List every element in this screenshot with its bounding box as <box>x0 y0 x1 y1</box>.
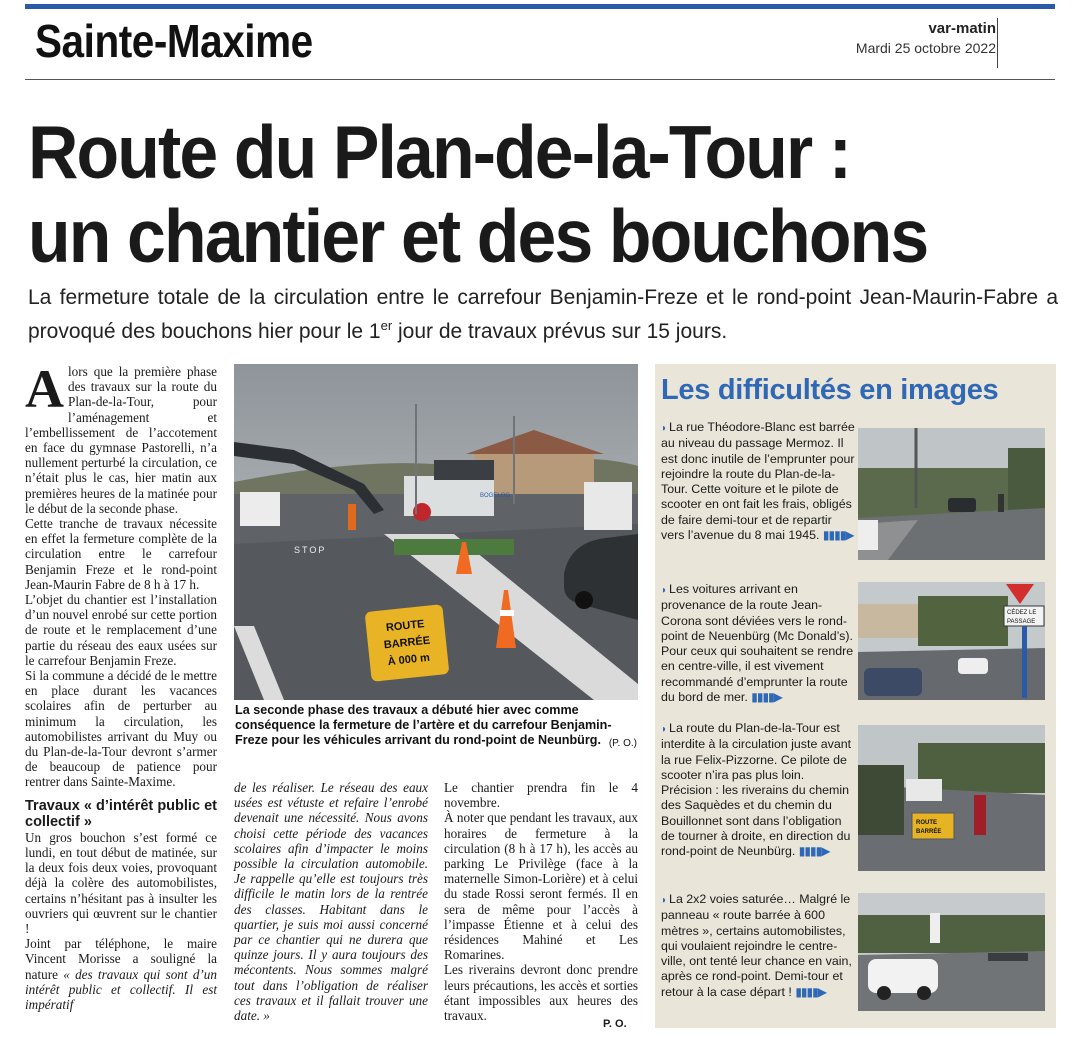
headline-line-2: un chantier et des bouchons <box>28 194 928 278</box>
photo-credit: (P. O.) <box>608 738 637 749</box>
construction-site-image <box>234 364 638 700</box>
author-signature: P. O. <box>603 1018 627 1030</box>
scooter-photo-image <box>858 725 1045 871</box>
deviation-photo-image <box>858 582 1045 700</box>
paragraph: L’objet du chantier est l’installation d’un nouvel enrobé sur cette portion de route et le remplacement d’une partie du réseau des eaux usées sur le carrefour Benjamin Freze. <box>25 592 217 668</box>
paragraph <box>25 936 217 1012</box>
route-sign-line-1: ROUTE <box>916 820 937 826</box>
paragraph-text: lors que la première phase des travaux sur la route du Plan-de-la-Tour, pour l’aménagement et l’embellissement de l’accotement en face du gymnase Pastorelli, n’a nullement perturbé la circulation, ce n’était plus le cas, hier matin aux premières heures de la matinée pour le début de la seconde phase. <box>25 364 217 516</box>
article-column-2 <box>234 780 428 1023</box>
bullet-icon: ◗ <box>661 724 668 735</box>
drop-cap: A <box>25 359 64 419</box>
standfirst-superscript: er <box>380 318 393 333</box>
road-sign-line-3: À 000 m <box>387 651 431 669</box>
paragraph: Si la commune a décidé de le mettre en place durant les vacances scolaires afin de perturber au minimum la circulation, les automobilistes arrivant du Muy ou du Plan-de-la-Tour devront s’armer de beaucoup de patience pour rentrer dans Sainte-Maxime. <box>25 668 217 790</box>
paragraph: Le chantier prendra fin le 4 novembre. <box>444 780 638 811</box>
traffic-photo-image <box>858 893 1045 1011</box>
main-photo <box>234 364 638 700</box>
quote-text: « des travaux qui sont d’un intérêt public et collectif. Il est impératif <box>25 966 217 1012</box>
route-sign-line-2: BARRÉE <box>916 829 942 835</box>
sidebar-title: Les difficultés en images <box>661 374 999 406</box>
quote-paragraph: de les réaliser. Le réseau des eaux usées est vétuste et refaire l’enrobé devenait une nécessité. Nous avons choisi cette période des vacances scolaires afin d’impacter le moins possible la circulation automobile. Je rappelle qu’elle est toujours très difficile le matin lors de la rentrée des classes. Habitant dans le quartier, je suis moi aussi concerné par ce chantier qui ne durera que quinze jours. Il y aura toujours des mécontents. Nous sommes malgré tout dans l’obligation de réaliser ces travaux et il fallait trouver une date. » <box>234 780 428 1024</box>
paragraph-text: Joint par téléphone, le maire Vincent Morisse a souligné la nature <box>25 936 217 982</box>
bullet-icon: ◗ <box>661 895 668 906</box>
publication-date: Mardi 25 octobre 2022 <box>855 40 996 56</box>
truck-label: BOGELOG <box>480 493 511 499</box>
standfirst-text-end: jour de travaux prévus sur 15 jours. <box>392 320 728 343</box>
arrow-icon: ▮▮▮▮▶ <box>751 690 782 705</box>
street-photo-image <box>858 428 1045 560</box>
arrow-icon: ▮▮▮▮▶ <box>798 844 830 859</box>
sidebar-item-text: La rue Théodore-Blanc est barrée au niveau du passage Mermoz. Il est donc inutile de l’emprunter pour rejoindre la route du Plan-de-la-Tour. Cette voiture et le pilote de scooter en ont fait les frais, obligés de faire demi-tour et de repartir vers l’avenue du 8 mai 1945. <box>661 420 855 543</box>
sidebar-item <box>661 892 857 1000</box>
bullet-icon: ◗ <box>661 585 668 596</box>
article-column-1 <box>25 359 217 1012</box>
header-rule <box>25 79 1055 80</box>
paragraph: À noter que pendant les travaux, aux horaires de fermeture à la circulation (8 h à 17 h), les accès au parking Le Privilège (face à la maternelle Simon-Lorière) et à celui du stade Rossi seront fermés. Il en sera de même pour l’accès à l’impasse Étienne et à celui des résidences Mahiné et Les Romarines. <box>444 810 638 963</box>
paragraph <box>25 359 217 516</box>
arrow-icon: ▮▮▮▮▶ <box>795 984 826 999</box>
sidebar-photo-4 <box>858 893 1045 1011</box>
article-column-3 <box>444 780 638 1023</box>
yield-sign-line-2: PASSAGE <box>1007 619 1036 625</box>
standfirst-text: La fermeture totale de la circulation entre le carrefour Benjamin-Freze et le rond-point Jean-Maurin-Fabre a provoqué des bouchons hier pour le 1 <box>28 286 1058 343</box>
article-headline <box>28 110 1058 278</box>
caption-text: La seconde phase des travaux a débuté hier avec comme conséquence la fermeture de l’artère et du carrefour Benjamin-Freze pour les véhicules arrivant du rond-point de Neunbürg. <box>235 703 612 747</box>
headline-line-1: Route du Plan-de-la-Tour : <box>28 110 851 194</box>
header-divider <box>997 18 998 68</box>
section-title: Sainte-Maxime <box>35 15 313 67</box>
paragraph: Les riverains devront donc prendre leurs précautions, les accès et sorties étant impossibles aux heures des travaux. <box>444 962 638 1024</box>
sidebar-item <box>661 420 857 543</box>
article-standfirst <box>28 284 1058 346</box>
road-sign-line-1: ROUTE <box>385 618 425 635</box>
sidebar-item-text: La 2x2 voies saturée… Malgré le panneau « route barrée à 600 mètres », certains automobilistes, qui voulaient rejoindre le centre-ville, ont tenté leur chance en vain, après ce rond-point. Demi-tour et retour à la case départ ! <box>661 892 852 999</box>
sidebar-item <box>661 582 857 705</box>
arrow-icon: ▮▮▮▮▶ <box>822 528 854 543</box>
sidebar-item <box>661 721 857 860</box>
paragraph: Cette tranche de travaux nécessite en effet la fermeture complète de la circulation entre le carrefour Benjamin Freze et le rond-point Jean-Maurin Fabre de 8 h à 17 h. <box>25 516 217 592</box>
sidebar-photo-1 <box>858 428 1045 560</box>
bullet-icon: ◗ <box>661 423 668 434</box>
photo-caption <box>235 703 637 751</box>
sidebar-item-text: Les voitures arrivant en provenance de la route Jean-Corona sont déviées vers le rond-point de Neuenbürg (Mc Donald’s). Pour ceux qui souhaitent se rendre en centre-ville, il est vivement recommandé d’emprunter la route du bord de mer. <box>661 582 854 705</box>
road-stop-marking: STOP <box>294 545 327 555</box>
sidebar-photo-3 <box>858 725 1045 871</box>
sidebar-photo-2 <box>858 582 1045 700</box>
publication-brand: var-matin <box>928 20 996 37</box>
paragraph: Un gros bouchon s’est formé ce lundi, en tout début de matinée, sur la deux fois deux voies, provoquant déjà la colère des automobilistes, certains n’hésitant pas à insulter les ouvriers qui œuvrent sur le chantier ! <box>25 829 217 936</box>
header-accent-bar <box>25 4 1055 9</box>
sidebar-item-text: La route du Plan-de-la-Tour est interdite à la circulation juste avant la rue Felix-Pizzorne. Ce pilote de scooter n’ira pas plus loin. Précision : les riverains du chemin des Saquèdes et du chemin du Bouillonnet sont dans l’obligation de tourner à droite, en direction du rond-point de Neunbürg. <box>661 721 852 859</box>
road-sign-line-2: BARRÉE <box>383 634 431 652</box>
sidebar-box <box>655 364 1056 1028</box>
yield-sign-line-1: CÉDEZ LE <box>1007 610 1037 616</box>
subheading: Travaux « d’intérêt public et collectif » <box>25 797 217 830</box>
publication-info <box>856 20 996 58</box>
